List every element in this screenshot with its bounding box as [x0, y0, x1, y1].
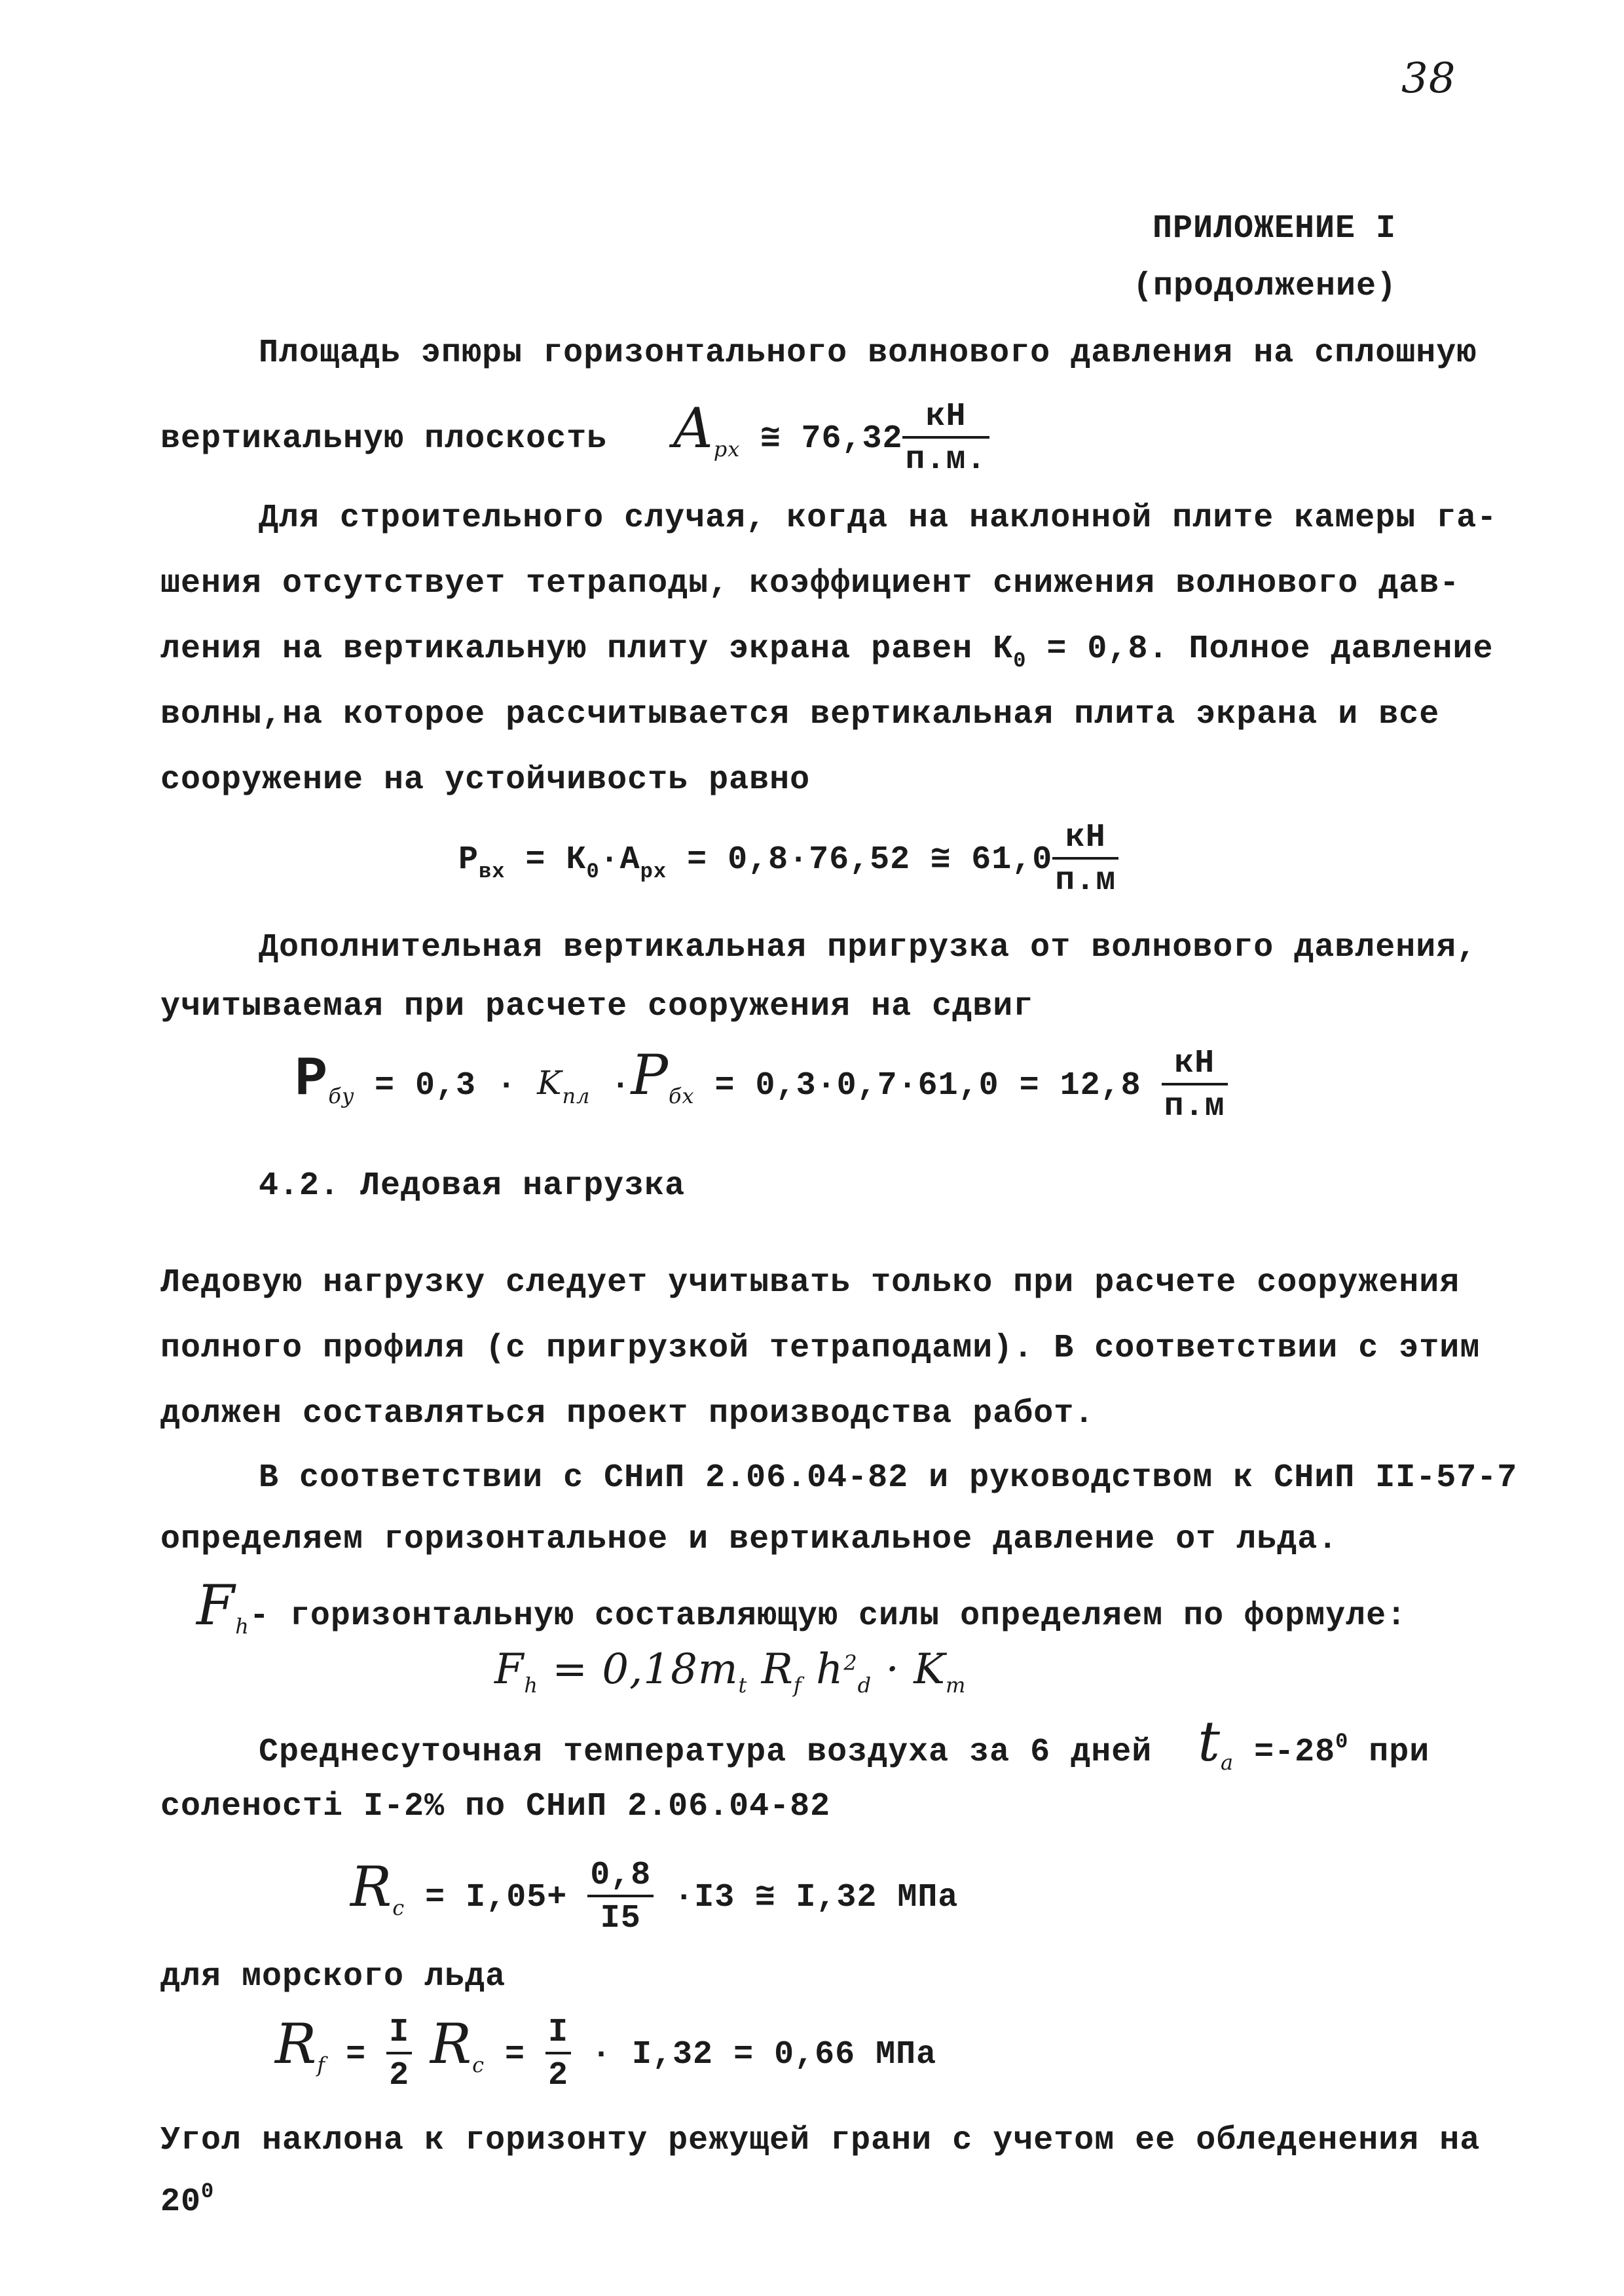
fraction-denominator: I5	[600, 1900, 641, 1937]
page-number: 38	[1401, 54, 1456, 103]
unit-fraction	[902, 398, 989, 479]
formula-text: = 0,8·76,52 ≅ 61,0	[667, 841, 1053, 879]
paragraph-text: Площадь эпюры горизонтального волнового давления на сплошную	[259, 335, 1477, 372]
paragraph-text: шения отсутствует тетраподы, коэффициент снижения волнового дав-	[160, 565, 1460, 602]
formula-subscript: т	[946, 1673, 967, 1698]
ice-strength-formula	[275, 2012, 937, 2094]
formula-symbol: A	[673, 396, 714, 461]
section-heading: 4.2. Ледовая нагрузка	[259, 1167, 686, 1205]
paragraph-text	[160, 630, 1494, 681]
formula-text: · K	[872, 1645, 946, 1694]
compression-strength-formula	[350, 1855, 959, 1937]
formula-text: · I,32 = 0,66 МПа	[571, 2036, 937, 2074]
formula-subscript: c	[392, 1895, 405, 1921]
formula-subscript: f	[793, 1673, 802, 1698]
text-fragment: 20	[160, 2183, 202, 2221]
unit-fraction	[1162, 1045, 1228, 1125]
formula-text: =	[485, 2036, 546, 2074]
formula-text: = 0,18m	[538, 1645, 739, 1694]
paragraph-text: Для строительного случая, когда на наклонной плите камеры га-	[259, 500, 1498, 537]
degree-superscript: 0	[1335, 1730, 1349, 1754]
degree-superscript: 0	[201, 2179, 215, 2204]
formula-subscript: t	[738, 1673, 748, 1698]
text-fragment: =-28	[1234, 1734, 1336, 1771]
paragraph-text: для морского льда	[160, 1958, 506, 1995]
formula-subscript: a	[1220, 1750, 1234, 1775]
paragraph-text: соленості I-2% по СНиП 2.06.04-82	[160, 1788, 831, 1825]
formula-subscript: h	[235, 1614, 249, 1639]
formula-subscript: h	[524, 1673, 539, 1698]
fraction-numerator: I	[386, 2016, 412, 2054]
formula-symbol: R	[412, 2012, 473, 2077]
appendix-heading: ПРИЛОЖЕНИЕ I	[1153, 210, 1397, 247]
unit-denominator: п.м	[1164, 1088, 1225, 1125]
formula-subscript: бх	[668, 1084, 695, 1109]
text-fragment: ления на вертикальную плиту экрана равен К	[160, 630, 1014, 668]
formula-value: ≅ 76,32	[760, 420, 903, 458]
text-fragment: Среднесуточная температура воздуха за 6 дней	[259, 1734, 1153, 1771]
formula-subscript: d	[857, 1673, 872, 1698]
formula-text: = К	[505, 841, 587, 879]
formula-subscript: пл	[562, 1084, 591, 1109]
paragraph-text: В соответствии с СНиП 2.06.04-82 и руководством к СНиП II-57-7	[259, 1459, 1518, 1497]
formula-symbol: P	[458, 841, 479, 879]
unit-numerator: кН	[1052, 822, 1118, 860]
formula-subscript: вх	[479, 860, 506, 884]
formula-subscript: бy	[328, 1084, 355, 1109]
unit-fraction	[1052, 819, 1118, 900]
text-fragment: при	[1348, 1734, 1430, 1771]
formula-superscript: 2	[843, 1650, 858, 1675]
formula-symbol: K	[537, 1064, 563, 1102]
unit-denominator: п.м.	[905, 441, 987, 479]
formula-text: ·	[590, 1067, 631, 1105]
fraction-numerator: I	[545, 2016, 571, 2054]
formula-symbol: F	[494, 1645, 525, 1694]
paragraph-text: полного профиля (с пригрузкой тетраподами). В соответствии с этим	[160, 1330, 1481, 1367]
ice-force-formula	[494, 1643, 966, 1705]
paragraph-text: сооружение на устойчивость равно	[160, 761, 811, 799]
paragraph-text	[259, 1709, 1430, 1782]
force-definition	[196, 1573, 1407, 1646]
text-fragment: - горизонтальную составляющую силы определяем по формуле:	[249, 1597, 1407, 1635]
area-formula	[673, 396, 989, 479]
formula-text: = I,05+	[405, 1879, 588, 1917]
unit-numerator: кН	[1162, 1048, 1228, 1085]
formula-text: ·I3 ≅ I,32 МПа	[654, 1879, 959, 1917]
paragraph-text: Ледовую нагрузку следует учитывать только при расчете сооружения	[160, 1264, 1460, 1302]
formula-symbol: t	[1198, 1709, 1221, 1774]
fraction	[545, 2016, 571, 2092]
formula-text: ·А	[599, 841, 640, 879]
text-fragment: вертикальную плоскость	[160, 420, 608, 458]
formula-text: h	[802, 1645, 844, 1694]
formula-symbol: F	[196, 1573, 236, 1637]
formula-subscript: рх	[640, 860, 667, 884]
paragraph-text: учитываемая при расчете сооружения на сдвиг	[160, 988, 1034, 1025]
paragraph-text	[160, 396, 989, 479]
appendix-continuation: (продолжение)	[1133, 268, 1397, 305]
formula-text: = 0,3 ·	[354, 1067, 538, 1105]
formula-text: = 0,3·0,7·61,0 = 12,8	[694, 1067, 1162, 1105]
paragraph-text: Дополнительная вертикальная пригрузка от волнового давления,	[259, 929, 1477, 966]
formula-symbol: R	[350, 1855, 393, 1920]
formula-symbol: P	[631, 1043, 669, 1108]
formula-text: R	[747, 1645, 794, 1694]
formula-subscript: c	[472, 2052, 485, 2078]
fraction-numerator: 0,8	[587, 1859, 654, 1897]
subscript: 0	[1013, 649, 1027, 673]
fraction-denominator: 2	[389, 2057, 410, 2094]
paragraph-text: Угол наклона к горизонту режущей грани с учетом ее обледенения на	[160, 2122, 1481, 2159]
fraction	[587, 1859, 654, 1935]
formula-subscript: 0	[586, 860, 600, 884]
formula-subscript: px	[713, 437, 741, 462]
text-fragment: = 0,8. Полное давление	[1026, 630, 1494, 668]
formula-text: =	[325, 2036, 387, 2074]
paragraph-text: должен составляться проект производства работ.	[160, 1395, 1095, 1432]
fraction-denominator: 2	[548, 2057, 569, 2094]
paragraph-text	[160, 2172, 214, 2222]
unit-denominator: п.м	[1055, 862, 1116, 900]
formula-symbol: R	[275, 2012, 318, 2077]
vertical-load-formula	[295, 1043, 1228, 1125]
unit-numerator: кН	[902, 401, 989, 439]
paragraph-text: определяем горизонтальное и вертикальное давление от льда.	[160, 1521, 1338, 1558]
formula-subscript: f	[317, 2052, 326, 2078]
pressure-formula	[458, 819, 1118, 900]
fraction	[386, 2016, 412, 2092]
paragraph-text: волны,на которое рассчитывается вертикальная плита экрана и все	[160, 696, 1440, 733]
formula-symbol: P	[295, 1049, 329, 1112]
